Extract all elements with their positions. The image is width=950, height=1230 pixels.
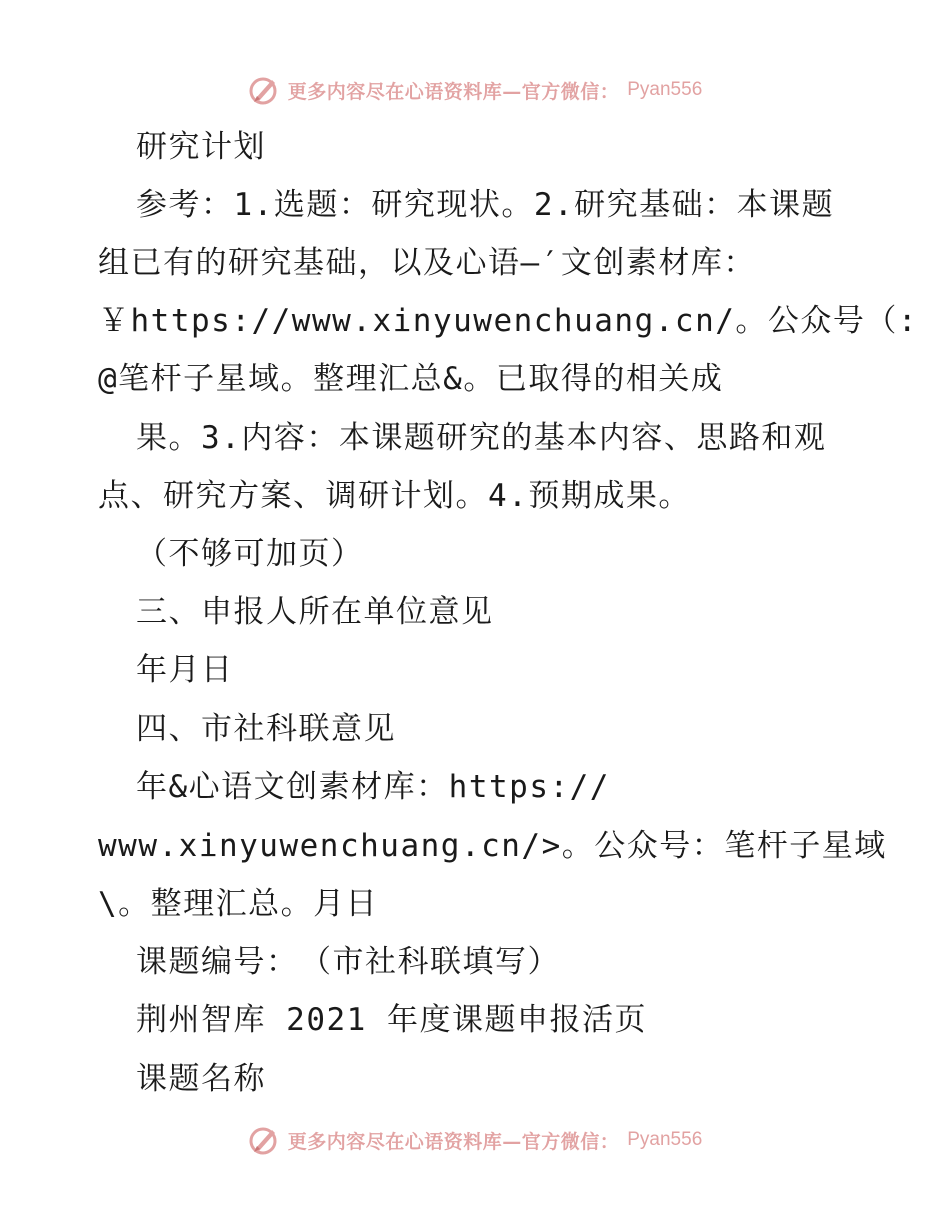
watermark-handle: Pyan556 bbox=[627, 79, 703, 100]
body-line: 果。3.内容：本课题研究的基本内容、思路和观 bbox=[136, 420, 827, 456]
body-line: 参考：1.选题：研究现状。2.研究基础：本课题 bbox=[136, 187, 835, 223]
body-line: @笔杆子星域。整理汇总&。已取得的相关成 bbox=[98, 361, 724, 397]
watermark-text: 更多内容尽在心语资料库—官方微信： bbox=[287, 1130, 620, 1153]
watermark-footer bbox=[0, 1120, 950, 1160]
watermark-handle: Pyan556 bbox=[627, 1129, 703, 1150]
body-line: 组已有的研究基础，以及心语—′文创素材库： bbox=[98, 245, 756, 281]
date-line: 年月日 bbox=[136, 652, 234, 688]
body-line: ￥https://www.xinyuwenchuang.cn/。公众号（: bbox=[98, 303, 919, 339]
section-title-research-plan: 研究计划 bbox=[136, 129, 266, 165]
body-line: \。整理汇总。月日 bbox=[98, 886, 379, 922]
section-heading: 四、市社科联意见 bbox=[136, 711, 396, 747]
watermark-header bbox=[0, 70, 950, 110]
pen-logo-icon bbox=[248, 1124, 280, 1156]
body-line: 年&心语文创素材库：https:// bbox=[136, 769, 610, 805]
body-line: 点、研究方案、调研计划。4.预期成果。 bbox=[98, 478, 691, 514]
watermark-text: 更多内容尽在心语资料库—官方微信： bbox=[287, 80, 620, 103]
form-title: 荆州智库 2021 年度课题申报活页 bbox=[136, 1002, 647, 1038]
body-line: www.xinyuwenchuang.cn/>。公众号：笔杆子星域 bbox=[98, 828, 887, 864]
pen-logo-icon bbox=[248, 74, 280, 106]
section-heading: 三、申报人所在单位意见 bbox=[136, 594, 494, 630]
body-line: （不够可加页） bbox=[136, 536, 364, 572]
project-number-line: 课题编号： （市社科联填写） bbox=[136, 944, 560, 980]
project-name-label: 课题名称 bbox=[136, 1061, 266, 1097]
